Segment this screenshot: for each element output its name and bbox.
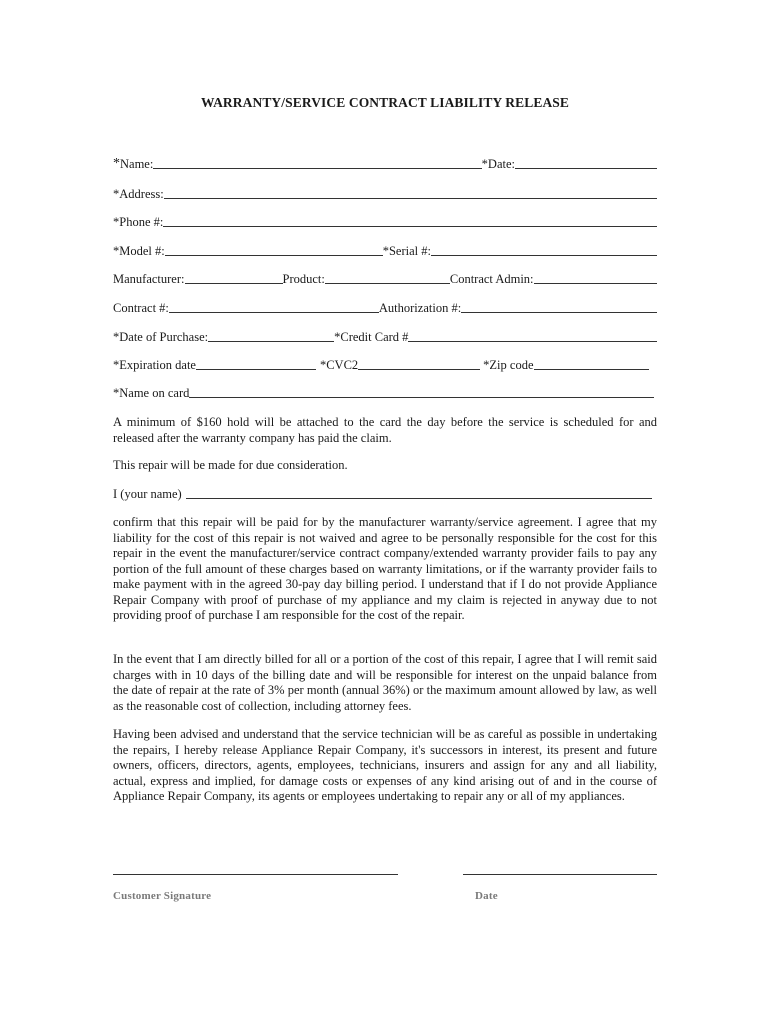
expiration-row: [113, 357, 657, 373]
name-on-card-row: [113, 385, 657, 401]
serial-field[interactable]: [431, 244, 657, 256]
required-marker: *: [113, 156, 120, 171]
address-field[interactable]: [164, 187, 657, 199]
phone-field[interactable]: [163, 215, 657, 227]
contract-row: [113, 300, 657, 316]
phone-row: [113, 214, 657, 230]
credit-card-field[interactable]: [408, 330, 657, 342]
date-of-purchase-field[interactable]: [208, 330, 334, 342]
billing-paragraph: In the event that I am directly billed for all or a portion of the cost of this repair, I agree that I will remit said charges with in 10 days of the billing date and will be responsible for interest on the unpaid balance from the date of repair at the rate of 3% per month (annual 36%) or the maximum amount allowed by law, as well as the reasonable cost of collection, including attorney fees.: [113, 652, 657, 713]
contract-number-field[interactable]: [169, 301, 379, 313]
contract-admin-field[interactable]: [534, 272, 657, 284]
confirm-paragraph: confirm that this repair will be paid for by the manufacturer warranty/service agreement. I agree that my liability for the cost of this repair is not waived and agree to be personally responsible for the cost for this repair in the event the manufacturer/service contract company/extended warranty provider fails to pay any portion of the full amount of these charges based on warranty limitations, or if the warranty provider fails to make payment with in the agreed 30-pay day billing period. I understand that if I do not provide Appliance Repair Company with proof of purchase of my appliance and my claim is rejected in anyway due to not providing proof of purchase I am responsible for the cost of the repair.: [113, 515, 657, 622]
name-date-row: [113, 156, 657, 172]
manufacturer-label: Manufacturer:: [113, 272, 185, 286]
contract-number-label: Contract #:: [113, 301, 169, 315]
manufacturer-row: [113, 271, 657, 287]
zip-code-label: *Zip code: [483, 358, 534, 372]
authorization-field[interactable]: [461, 301, 657, 313]
customer-signature-line[interactable]: [113, 874, 398, 875]
signature-date-label: Date: [475, 890, 498, 902]
your-name-label: I (your name): [113, 487, 182, 501]
cvc2-field[interactable]: [358, 358, 480, 370]
release-paragraph: Having been advised and understand that the service technician will be as careful as possible in undertaking the repairs, I hereby release Appliance Repair Company, it's successors in interest, its present and future owners, officers, directors, agents, employees, technicians, insurers and assign for any and all liability, actual, express and implied, for damage costs or expenses of any kind arising out of and in the course of Appliance Repair Company, its agents or employees undertaking to repair any or all of my appliances.: [113, 727, 657, 803]
model-label: *Model #:: [113, 244, 165, 258]
cvc2-label: *CVC2: [319, 358, 359, 372]
credit-card-label: *Credit Card #: [334, 330, 409, 344]
model-field[interactable]: [165, 244, 383, 256]
model-serial-row: [113, 243, 657, 259]
product-field[interactable]: [325, 272, 450, 284]
address-label: *Address:: [113, 187, 164, 201]
name-on-card-label: *Name on card: [113, 386, 190, 400]
expiration-date-field[interactable]: [196, 358, 316, 370]
expiration-date-label: *Expiration date: [113, 358, 196, 372]
name-on-card-field[interactable]: [189, 386, 654, 398]
hold-paragraph: A minimum of $160 hold will be attached to the card the day before the service is scheduled for and released after the warranty company has paid the claim.: [113, 415, 657, 445]
date-of-purchase-label: *Date of Purchase:: [113, 330, 209, 344]
address-row: [113, 186, 657, 202]
purchase-card-row: [113, 329, 657, 345]
zip-code-field[interactable]: [534, 358, 649, 370]
your-name-row: [113, 486, 657, 502]
customer-signature-label: Customer Signature: [113, 890, 212, 902]
manufacturer-field[interactable]: [185, 272, 283, 284]
authorization-label: Authorization #:: [378, 301, 462, 315]
contract-admin-label: Contract Admin:: [449, 272, 534, 286]
name-field[interactable]: [153, 157, 481, 169]
date-label: *Date:: [481, 157, 515, 171]
date-field[interactable]: [515, 157, 657, 169]
your-name-field[interactable]: [186, 487, 652, 499]
serial-label: *Serial #:: [382, 244, 431, 258]
product-label: Product:: [282, 272, 325, 286]
form-title: WARRANTY/SERVICE CONTRACT LIABILITY RELEASE: [200, 95, 570, 110]
name-label: Name:: [120, 157, 154, 171]
phone-label: *Phone #:: [113, 215, 164, 229]
signature-date-line[interactable]: [463, 874, 657, 875]
consideration-paragraph: This repair will be made for due consideration.: [113, 458, 348, 472]
